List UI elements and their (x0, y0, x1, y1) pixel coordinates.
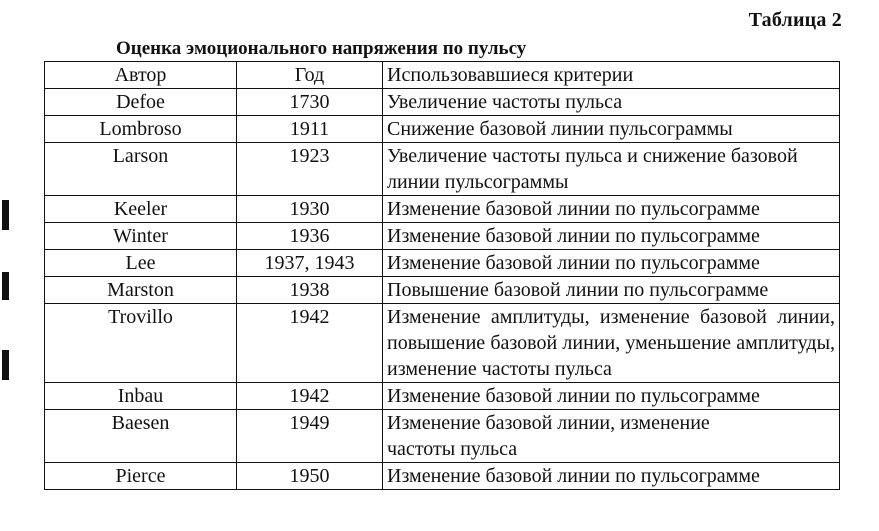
table-header (45, 62, 840, 89)
table-row (45, 463, 840, 490)
scan-artifact-mark (2, 350, 9, 380)
table-row (45, 116, 840, 143)
table-row (45, 250, 840, 277)
table-row (45, 410, 840, 463)
table-row (45, 143, 840, 196)
criteria-cell: Повышение базовой линии по пульсограмме (383, 277, 840, 304)
year-cell: 1938 (237, 277, 383, 304)
author-cell: Larson (45, 143, 237, 196)
author-cell: Inbau (45, 383, 237, 410)
criteria-cell: Изменение базовой линии, изменение частоты пульса (383, 410, 840, 463)
criteria-cell: Изменение базовой линии по пульсограмме (383, 383, 840, 410)
author-cell: Baesen (45, 410, 237, 463)
criteria-cell: Увеличение частоты пульса (383, 89, 840, 116)
criteria-cell: Изменение базовой линии по пульсограмме (383, 250, 840, 277)
scan-artifact-mark (2, 200, 9, 230)
header-author: Автор (45, 62, 237, 89)
criteria-cell: Изменение амплитуды, изменение базовой линии, повышение базовой линии, уменьшение амплитуды, изменение частоты пульса (383, 304, 840, 383)
table-row (45, 89, 840, 116)
author-cell: Pierce (45, 463, 237, 490)
year-cell: 1950 (237, 463, 383, 490)
author-cell: Marston (45, 277, 237, 304)
criteria-cell: Изменение базовой линии по пульсограмме (383, 223, 840, 250)
year-cell: 1930 (237, 196, 383, 223)
pulse-criteria-table (44, 61, 840, 490)
year-cell: 1730 (237, 89, 383, 116)
header-criteria: Использовавшиеся критерии (383, 62, 840, 89)
year-cell: 1936 (237, 223, 383, 250)
table-row (45, 304, 840, 383)
year-cell: 1949 (237, 410, 383, 463)
author-cell: Lombroso (45, 116, 237, 143)
header-year: Год (237, 62, 383, 89)
author-cell: Keeler (45, 196, 237, 223)
scan-artifact-mark (2, 272, 9, 300)
table-row (45, 383, 840, 410)
year-cell: 1923 (237, 143, 383, 196)
year-cell: 1937, 1943 (237, 250, 383, 277)
author-cell: Winter (45, 223, 237, 250)
criteria-cell: Увеличение частоты пульса и снижение базовой линии пульсограммы (383, 143, 840, 196)
criteria-cell: Изменение базовой линии по пульсограмме (383, 463, 840, 490)
table-title: Оценка эмоционального напряжения по пульсу (116, 38, 527, 59)
table-row (45, 223, 840, 250)
header-row (45, 62, 840, 89)
criteria-cell: Снижение базовой линии пульсограммы (383, 116, 840, 143)
year-cell: 1942 (237, 304, 383, 383)
table-body (45, 89, 840, 490)
table-row (45, 196, 840, 223)
table-number-label: Таблица 2 (748, 9, 842, 31)
year-cell: 1911 (237, 116, 383, 143)
author-cell: Trovillo (45, 304, 237, 383)
criteria-cell: Изменение базовой линии по пульсограмме (383, 196, 840, 223)
table-row (45, 277, 840, 304)
author-cell: Lee (45, 250, 237, 277)
year-cell: 1942 (237, 383, 383, 410)
author-cell: Defoe (45, 89, 237, 116)
